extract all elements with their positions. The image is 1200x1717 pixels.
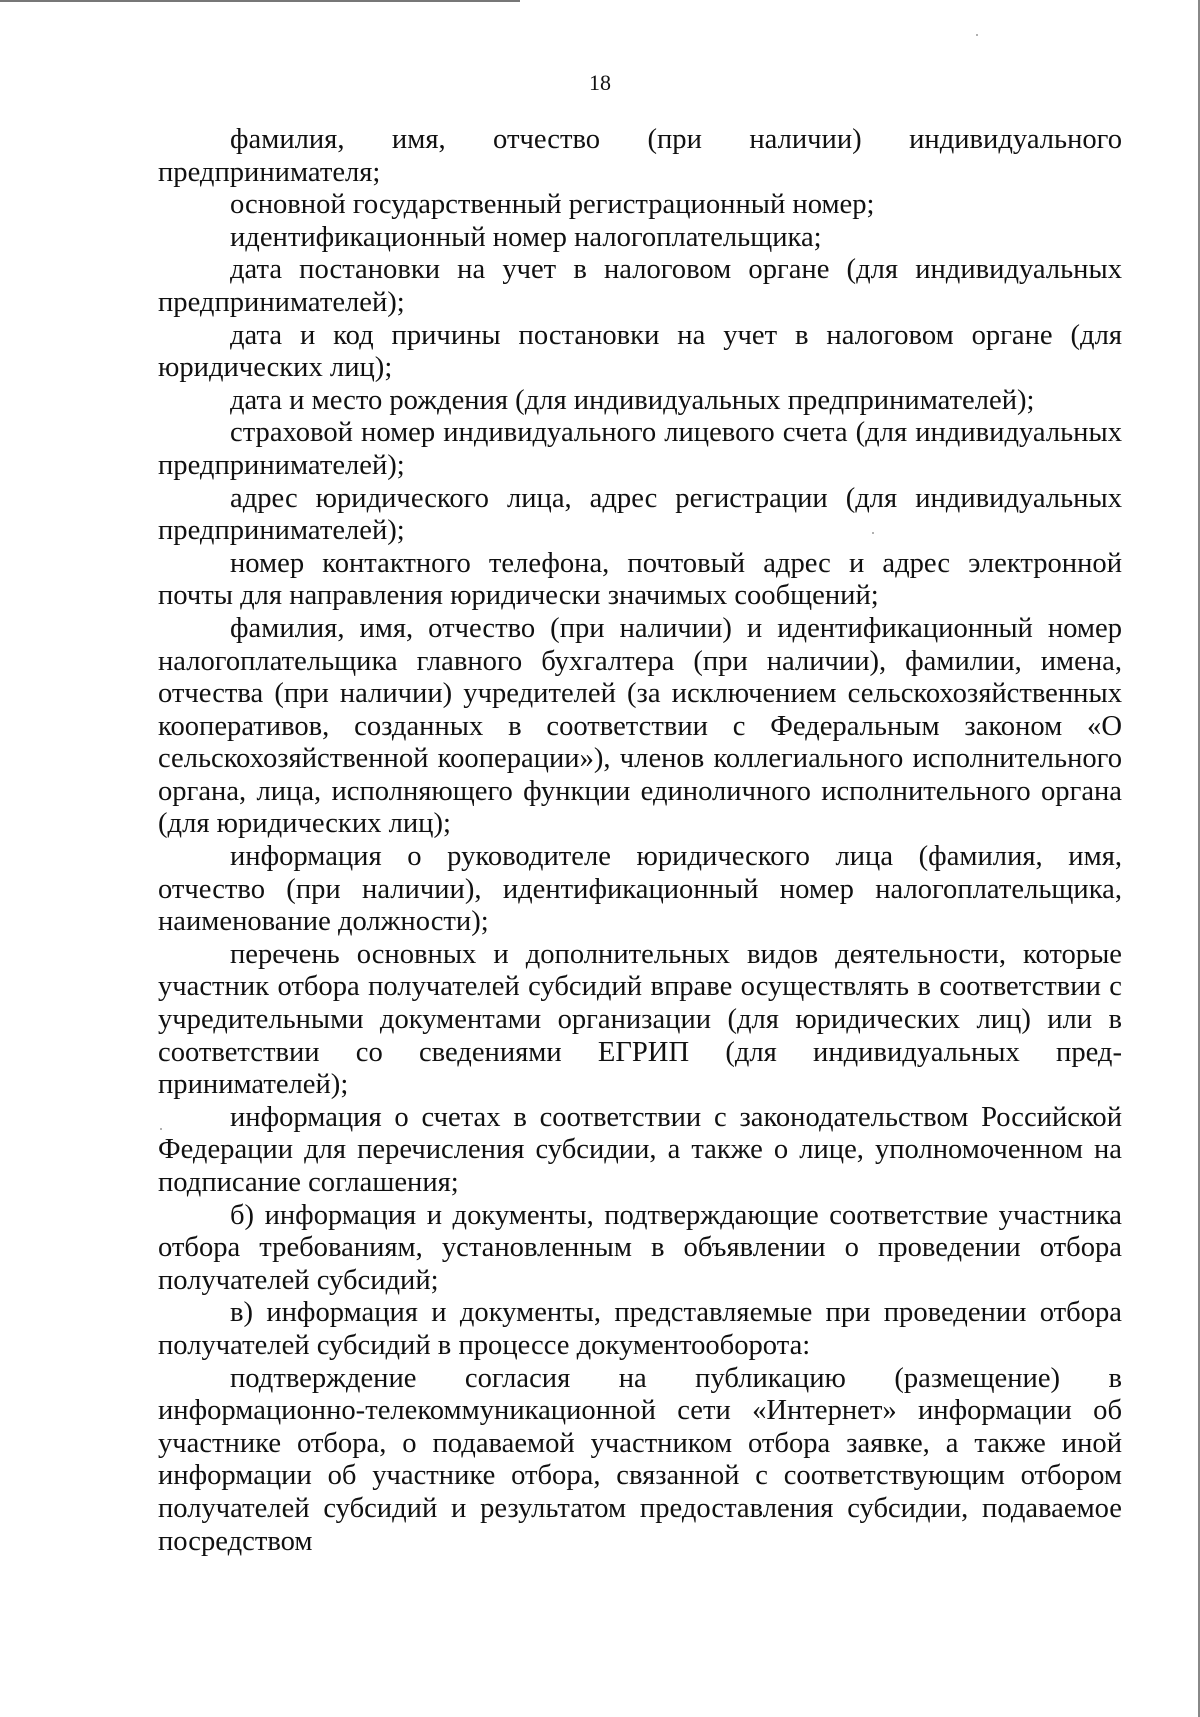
paragraph: дата и код причины постановки на учет в налоговом органе (для юридических лиц); <box>158 319 1122 384</box>
scan-edge-top <box>0 0 520 2</box>
paragraph: дата и место рождения (для индивидуальных предпринимателей); <box>230 384 1035 416</box>
paragraph: информация о руководителе юридического лица (фамилия, имя, отчество (при наличии), идентификационный номер налогоплательщика, наименование должности); <box>158 841 1122 938</box>
paragraph: фамилия, имя, отчество (при наличии) индивидуального предпринимателя; <box>158 124 1122 188</box>
paragraph: идентификационный номер налогоплательщика; <box>230 221 822 253</box>
paragraph: адрес юридического лица, адрес регистрации (для индивидуальных предпринимателей); <box>158 482 1122 547</box>
paragraph: подтверждение согласия на публикацию (размещение) в информационно-телекоммуникационной сети «Интернет» информации об участнике отбора, о подаваемой участником отбора заявке, а также иной информации об участнике отбора, связанной с соответствующим отбором получателей субсидий и результатом предоставления субсидии, подаваемое посредством <box>158 1362 1122 1557</box>
paragraph: в) информация и документы, представляемые при проведении отбора получателей субсидий в процессе документооборота: <box>158 1297 1122 1361</box>
paragraph: дата постановки на учет в налоговом органе (для индивидуальных предпринимателей); <box>158 254 1122 318</box>
paragraph: б) информация и документы, подтверждающие соответствие участника отбора требованиям, установленным в объявлении о проведении отбора получателей субсидий; <box>158 1199 1122 1296</box>
paragraph: перечень основных и дополнительных видов деятельности, которые участник отбора получателей субсидий вправе осуществлять в соответствии с учредительными документами организации (для юридических лиц) или в соответствии со сведениями ЕГРИП (для индивидуальных пред-принимателей); <box>158 938 1122 1101</box>
document-body <box>158 124 1122 1558</box>
paragraph: страховой номер индивидуального лицевого счета (для индивидуальных предпринимателей); <box>158 417 1122 481</box>
paragraph: основной государственный регистрационный номер; <box>230 189 875 221</box>
page-number: 18 <box>589 70 611 95</box>
paragraph: номер контактного телефона, почтовый адрес и адрес электронной почты для направления юридически значимых сообщений; <box>158 547 1122 612</box>
paragraph: фамилия, имя, отчество (при наличии) и идентификационный номер налогоплательщика главного бухгалтера (при наличии), фамилии, имена, отчества (при наличии) учредителей (за исключением сельскохозяйственных кооперативов, созданных в соответствии с Федеральным законом «О сельскохозяйственной кооперации»), членов коллегиального исполнительного органа, лица, исполняющего функции единоличного исполнительного органа (для юридических лиц); <box>158 612 1122 840</box>
scan-speck <box>976 34 978 36</box>
paragraph: информация о счетах в соответствии с законодательством Российской Федерации для перечисления субсидии, а также о лице, уполномоченном на подписание соглашения; <box>158 1101 1122 1198</box>
